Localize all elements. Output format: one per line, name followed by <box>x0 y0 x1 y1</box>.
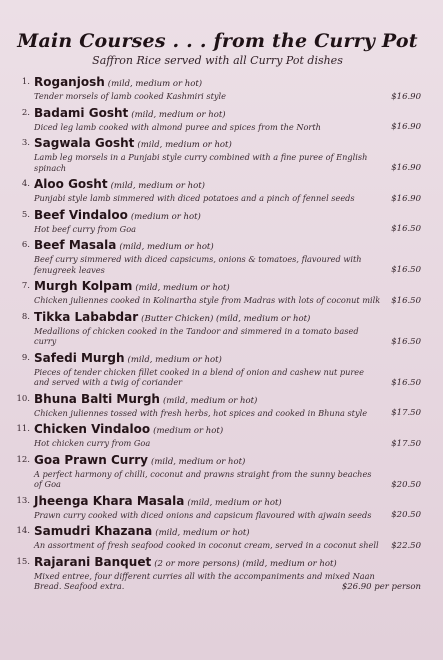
item-price: $20.50 <box>391 510 421 520</box>
item-heading <box>34 523 421 540</box>
item-spice-note: (mild, medium or hot) <box>187 497 282 508</box>
menu-list <box>14 74 421 592</box>
item-heading <box>34 391 421 408</box>
item-price: $16.90 <box>391 122 421 132</box>
item-spice-note: (Butter Chicken) (mild, medium or hot) <box>141 313 311 324</box>
item-number: 9. <box>21 352 30 363</box>
menu-item <box>14 493 421 521</box>
item-body <box>34 207 421 235</box>
item-number: 6. <box>21 240 30 250</box>
item-name: Chicken Vindaloo <box>34 422 151 436</box>
item-number: 10. <box>16 393 30 404</box>
item-description: Diced leg lamb cooked with almond puree and spices from the North <box>34 121 321 132</box>
item-heading <box>34 452 421 469</box>
item-number: 1. <box>21 77 30 87</box>
item-description: Punjabi style lamb simmered with diced potatoes and a pinch of fennel seeds <box>34 193 355 203</box>
item-spice-note: (mild, medium or hot) <box>127 354 222 365</box>
item-body <box>34 74 421 102</box>
item-description: Chicken juliennes tossed with fresh herbs, hot spices and cooked in Bhuna style <box>34 407 368 418</box>
item-description: Prawn curry cooked with diced onions and capsicum flavoured with ajwain seeds <box>34 509 372 520</box>
item-price: $16.90 <box>391 91 421 102</box>
item-number: 4. <box>21 179 30 189</box>
item-heading <box>34 105 421 122</box>
item-heading <box>34 176 421 193</box>
item-description: Hot chicken curry from Goa <box>34 438 151 448</box>
item-heading <box>34 493 421 510</box>
item-body <box>34 309 421 347</box>
item-name: Beef Masala <box>34 238 117 252</box>
item-name: Roganjosh <box>34 75 105 89</box>
item-spice-note: (mild, medium or hot) <box>155 528 250 538</box>
item-description: Medallions of chicken cooked in the Tandoor and simmered in a tomato based curry <box>34 325 359 346</box>
item-description: Chicken juliennes cooked in Kolinartha style from Madras with lots of coconut milk <box>34 295 381 305</box>
item-price: $26.90 per person <box>341 581 421 592</box>
menu-item <box>14 176 421 204</box>
item-price: $16.50 <box>391 377 421 388</box>
menu-item <box>14 237 421 275</box>
item-heading <box>34 207 421 224</box>
item-price: $16.50 <box>391 265 421 275</box>
item-description: Hot beef curry from Goa <box>34 223 137 234</box>
item-spice-note: (medium or hot) <box>153 426 224 436</box>
item-body <box>34 452 421 490</box>
item-body <box>34 421 421 449</box>
item-description: An assortment of fresh seafood cooked in coconut cream, served in a coconut shell <box>34 540 379 550</box>
menu-item <box>14 421 421 449</box>
menu-item <box>14 105 421 133</box>
item-heading <box>34 554 421 571</box>
menu-item <box>14 350 421 388</box>
item-number: 7. <box>21 281 30 291</box>
item-price: $16.50 <box>391 224 421 234</box>
item-name: Tikka Lababdar <box>34 309 139 324</box>
item-price: $17.50 <box>391 438 421 449</box>
menu-item <box>14 391 421 419</box>
item-heading <box>34 350 421 367</box>
item-number: 8. <box>21 311 30 322</box>
menu-item <box>14 452 421 490</box>
item-number: 3. <box>21 138 30 148</box>
item-name: Safedi Murgh <box>34 350 125 365</box>
menu-item <box>14 554 421 592</box>
item-body <box>34 176 421 204</box>
menu-item <box>14 74 421 102</box>
item-heading <box>34 74 421 91</box>
item-description: Lamb leg morsels in a Punjabi style curry combined with a fine puree of English spinach <box>34 152 368 173</box>
item-price: $16.50 <box>391 295 421 306</box>
item-heading <box>34 237 421 254</box>
item-number: 2. <box>21 107 30 118</box>
item-body <box>34 278 421 306</box>
item-body <box>34 135 421 173</box>
item-spice-note: (mild, medium or hot) <box>107 79 203 89</box>
item-spice-note: (medium or hot) <box>130 211 201 222</box>
item-name: Goa Prawn Curry <box>34 452 148 467</box>
item-price: $16.90 <box>391 163 421 173</box>
menu-item <box>14 523 421 551</box>
menu-item <box>14 135 421 173</box>
item-number: 12. <box>16 454 30 465</box>
item-heading <box>34 278 421 295</box>
page-subtitle: Saffron Rice served with all Curry Pot dishes <box>92 54 343 67</box>
item-name: Murgh Kolpam <box>34 279 133 293</box>
item-heading <box>34 421 421 438</box>
item-price: $17.50 <box>391 408 421 418</box>
item-spice-note: (mild, medium or hot) <box>151 456 246 467</box>
item-number: 11. <box>16 424 30 434</box>
item-name: Rajarani Banquet <box>34 554 152 569</box>
item-name: Bhuna Balti Murgh <box>34 391 160 406</box>
item-description: Mixed entree, four different curries all with the accompaniments and mixed Naan Bread. Seafood extra. <box>34 570 375 591</box>
item-spice-note: (mild, medium or hot) <box>135 283 230 293</box>
item-spice-note: (mild, medium or hot) <box>110 181 205 191</box>
item-price: $22.50 <box>391 540 421 551</box>
item-body <box>34 105 421 133</box>
item-name: Beef Vindaloo <box>34 207 128 222</box>
item-price: $20.50 <box>391 479 421 490</box>
item-number: 14. <box>16 526 30 536</box>
item-name: Sagwala Gosht <box>34 136 135 150</box>
item-spice-note: (mild, medium or hot) <box>137 140 232 150</box>
item-name: Samudri Khazana <box>34 524 153 538</box>
item-spice-note: (mild, medium or hot) <box>131 109 226 120</box>
item-number: 15. <box>16 556 30 567</box>
item-body <box>34 493 421 521</box>
item-spice-note: (mild, medium or hot) <box>119 242 214 252</box>
item-description: Tender morsels of lamb cooked Kashmiri style <box>34 91 226 101</box>
menu-item <box>14 207 421 235</box>
item-body <box>34 523 421 551</box>
item-heading <box>34 309 421 326</box>
item-name: Jheenga Khara Masala <box>34 493 185 508</box>
item-price: $16.50 <box>391 336 421 347</box>
item-spice-note: (2 or more persons) (mild, medium or hot) <box>154 558 337 569</box>
item-description: A perfect harmony of chilli, coconut and prawns straight from the sunny beaches of Goa <box>34 468 372 489</box>
menu-item <box>14 278 421 306</box>
item-body <box>34 350 421 388</box>
item-number: 5. <box>21 209 30 220</box>
item-number: 13. <box>16 495 30 506</box>
item-name: Badami Gosht <box>34 105 129 120</box>
item-description: Beef curry simmered with diced capsicums, onions & tomatoes, flavoured with fenugreek leaves <box>34 254 362 275</box>
item-description: Pieces of tender chicken fillet cooked in a blend of onion and cashew nut puree and served with a twig of coriander <box>34 366 364 387</box>
item-body <box>34 391 421 419</box>
item-price: $16.90 <box>391 193 421 204</box>
item-spice-note: (mild, medium or hot) <box>162 395 258 406</box>
item-heading <box>34 135 421 152</box>
menu-item <box>14 309 421 347</box>
item-name: Aloo Gosht <box>34 177 108 191</box>
item-body <box>34 237 421 275</box>
page-title: Main Courses . . . from the Curry Pot <box>17 30 418 52</box>
